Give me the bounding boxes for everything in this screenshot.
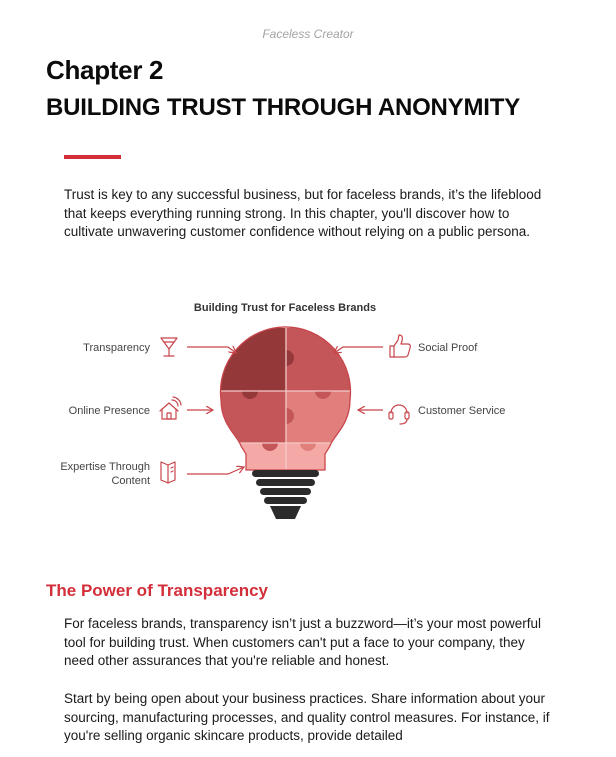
header-brand: Faceless Creator xyxy=(262,27,354,41)
bulb-base xyxy=(252,470,319,519)
accent-divider xyxy=(64,155,121,159)
smart-home-icon xyxy=(160,397,181,419)
cocktail-glass-icon xyxy=(161,338,177,356)
label-expertise-line2: Content xyxy=(111,475,150,487)
infographic-svg xyxy=(40,288,580,538)
lightbulb-puzzle xyxy=(210,328,366,473)
chapter-label: Chapter 2 xyxy=(46,55,164,85)
label-transparency: Transparency xyxy=(83,342,150,354)
label-online-presence: Online Presence xyxy=(68,405,150,417)
trust-infographic xyxy=(40,288,580,538)
label-customer-service: Customer Service xyxy=(418,405,506,417)
thumbs-up-icon xyxy=(390,335,410,357)
chapter-title: BUILDING TRUST THROUGH ANONYMITY xyxy=(46,94,521,121)
infographic-title: Building Trust for Faceless Brands xyxy=(193,302,377,314)
label-social-proof: Social Proof xyxy=(418,342,478,354)
puzzle-piece-top-right xyxy=(286,328,366,391)
label-expertise-line1: Expertise Through xyxy=(60,461,150,473)
puzzle-piece-middle-right xyxy=(286,391,366,443)
headset-icon xyxy=(389,405,409,424)
section-paragraph-2: Start by being open about your business practices. Share information about your sourcing, manufacturing processes, and quality control measures. For instance, if you're selling organic skincare products, provide detailed xyxy=(64,691,550,743)
puzzle-piece-bottom xyxy=(210,443,366,473)
section-heading: The Power of Transparency xyxy=(46,581,269,600)
book-icon xyxy=(161,462,175,483)
section-paragraph-1: For faceless brands, transparency isn’t just a buzzword—it’s your most powerful tool for building trust. When customers can't put a face to your company, they need other assurances that you're reliable and honest. xyxy=(64,616,541,668)
intro-paragraph: Trust is key to any successful business, but for faceless brands, it’s the lifeblood that keeps everything running strong. In this chapter, you'll discover how to cultivate unwavering customer confidence without relying on a public persona. xyxy=(64,187,542,239)
